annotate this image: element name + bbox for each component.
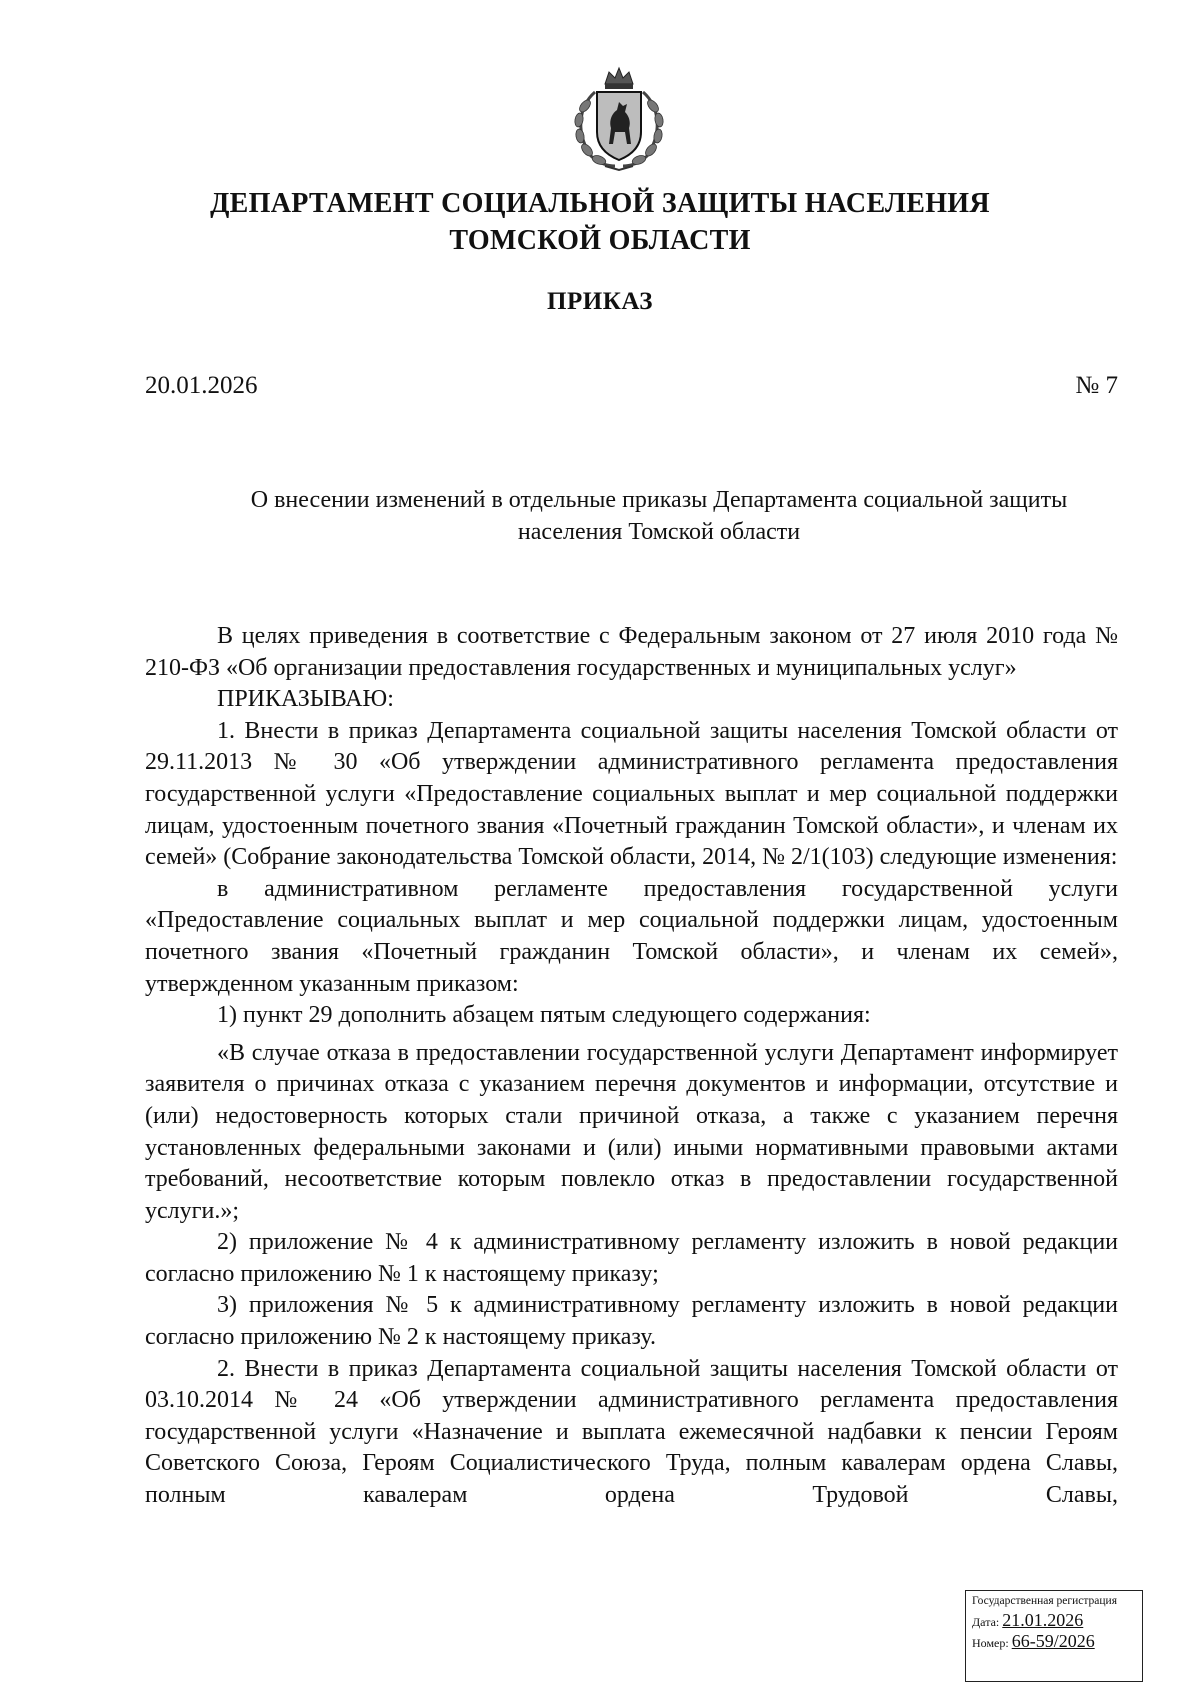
document-type: ПРИКАЗ (547, 288, 653, 315)
order-body (145, 621, 1118, 1512)
stamp-number-row (972, 1631, 1142, 1651)
subitem-2-paragraph: 2) приложение № 4 к административному регламенту изложить в новой редакции согласно приложению № 1 к настоящему приказу; (145, 1229, 1118, 1287)
order-directive: ПРИКАЗЫВАЮ: (217, 686, 394, 713)
stamp-date-label: Дата: (972, 1615, 1000, 1629)
department-title-line1: ДЕПАРТАМЕНТ СОЦИАЛЬНОЙ ЗАЩИТЫ НАСЕЛЕНИЯ (210, 188, 990, 219)
subitem-3-paragraph: 3) приложения № 5 к административному регламенту изложить в новой редакции согласно приложению № 2 к настоящему приказу. (145, 1292, 1118, 1351)
subitem-1-paragraph: 1) пункт 29 дополнить абзацем пятым следующего содержания: (217, 1002, 871, 1029)
stamp-number-value: 66-59/2026 (1011, 1631, 1095, 1651)
item-1-paragraph: 1. Внести в приказ Департамента социальной защиты населения Томской области от 29.11.2013 № 30 «Об утверждении административного регламента предоставления государственной услуги «Предоставление социальных выплат и мер социальной поддержки лицам, удостоенным почетного звания «Почетный гражданин Томской области», и членам их семей» (Собрание законодательства Томской области, 2014, № 2/1(103) следующие изменения: (145, 717, 1118, 871)
coat-of-arms-icon (565, 62, 673, 174)
subject-line2: населения Томской области (517, 519, 801, 545)
regulation-paragraph: в административном регламенте предоставления государственной услуги «Предоставление социальных выплат и мер социальной поддержки лицам, удостоенным почетного звания «Почетный гражданин Томской области», и членам их семей», утвержденном указанным приказом: (145, 875, 1118, 997)
stamp-date-row (972, 1610, 1142, 1630)
quoted-amendment-paragraph: «В случае отказа в предоставлении государственной услуги Департамент информирует заявителя о причинах отказа с указанием перечня документов и информации, отсутствие и (или) недостоверность которых стали причиной отказа, а также с указанием перечня установленных федеральными законами и (или) иными нормативными правовыми актами требований, несоответствие которым повлекло отказ в предоставлении государственной услуги.»; (145, 1039, 1118, 1224)
stamp-title: Государственная регистрация (972, 1595, 1117, 1607)
order-subject (200, 484, 1118, 548)
registration-stamp (965, 1590, 1143, 1682)
stamp-date-value: 21.01.2026 (1002, 1610, 1084, 1630)
order-number: № 7 (1075, 372, 1118, 399)
subject-line1: О внесении изменений в отдельные приказы Департамента социальной защиты (250, 487, 1068, 513)
item-2-paragraph: 2. Внести в приказ Департамента социальной защиты населения Томской области от 03.10.2014 № 24 «Об утверждении административного регламента предоставления государственной услуги «Назначение и выплата ежемесячной надбавки к пенсии Героям Советского Союза, Героям Социалистического Труда, полным кавалерам ордена Славы, полным кавалерам ордена Трудовой Славы, (145, 1355, 1118, 1509)
stamp-number-label: Номер: (972, 1636, 1009, 1650)
order-date: 20.01.2026 (145, 372, 258, 399)
preamble-paragraph: В целях приведения в соответствие с Федеральным законом от 27 июля 2010 года № 210-ФЗ «Об организации предоставления государственных и муниципальных услуг» (145, 623, 1118, 681)
department-title-line2: ТОМСКОЙ ОБЛАСТИ (449, 225, 751, 256)
